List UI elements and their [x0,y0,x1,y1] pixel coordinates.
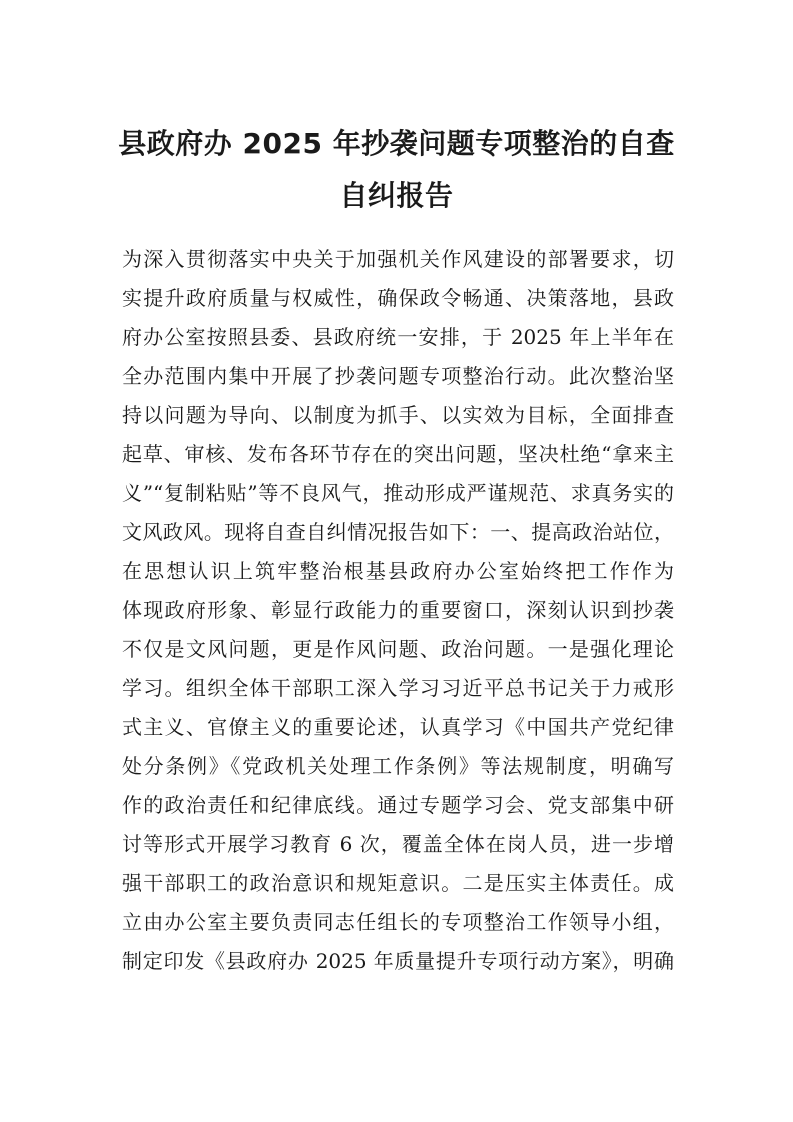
body-line: 持以问题为导向、以制度为抓手、以实效为目标，全面排查 [122,403,674,427]
document-body [122,240,674,981]
body-line: 讨等形式开展学习教育 6 次，覆盖全体在岗人员，进一步增 [122,832,674,856]
body-line: 文风政风。现将自查自纠情况报告如下：一、提高政治站位， [122,520,674,544]
title-line-1: 县政府办 2025 年抄袭问题专项整治的自查 [118,127,675,160]
body-line: 式主义、官僚主义的重要论述，认真学习《中国共产党纪律 [122,715,674,739]
body-line: 强干部职工的政治意识和规矩意识。二是压实主体责任。成 [122,871,674,895]
body-line: 在思想认识上筑牢整治根基县政府办公室始终把工作作为 [122,559,674,583]
body-line: 义”“复制粘贴”等不良风气，推动形成严谨规范、求真务实的 [122,481,674,505]
body-line: 作的政治责任和纪律底线。通过专题学习会、党支部集中研 [122,793,674,817]
title-line-2: 自纠报告 [339,179,454,212]
body-line: 体现政府形象、彰显行政能力的重要窗口，深刻认识到抄袭 [122,598,674,622]
body-line: 学习。组织全体干部职工深入学习习近平总书记关于力戒形 [122,676,674,700]
body-line: 立由办公室主要负责同志任组长的专项整治工作领导小组， [122,910,674,934]
body-line: 起草、审核、发布各环节存在的突出问题，坚决杜绝“拿来主 [122,442,674,466]
body-line: 实提升政府质量与权威性，确保政令畅通、决策落地，县政 [122,286,674,310]
body-line: 制定印发《县政府办 2025 年质量提升专项行动方案》，明确 [122,949,674,973]
body-line: 处分条例》《党政机关处理工作条例》等法规制度，明确写 [122,754,674,778]
body-line: 不仅是文风问题，更是作风问题、政治问题。一是强化理论 [122,637,674,661]
body-line: 为深入贯彻落实中央关于加强机关作风建设的部署要求，切 [122,247,674,271]
document-title [100,118,693,222]
body-line: 府办公室按照县委、县政府统一安排，于 2025 年上半年在 [122,325,674,349]
body-line: 全办范围内集中开展了抄袭问题专项整治行动。此次整治坚 [122,364,674,388]
